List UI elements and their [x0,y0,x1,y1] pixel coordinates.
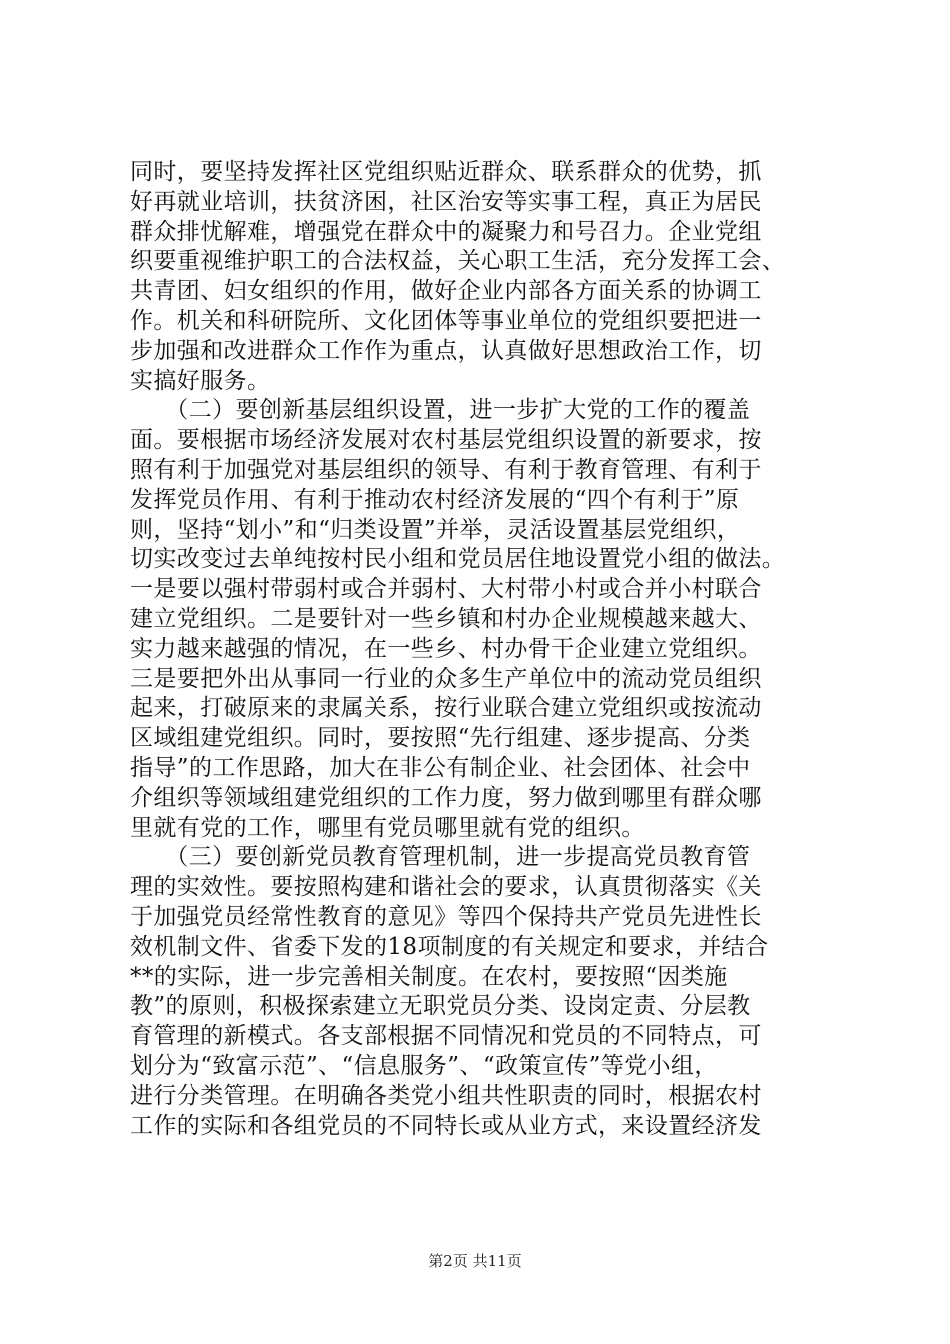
text-line: 理的实效性。要按照构建和谐社会的要求，认真贯彻落实《关 [130,874,762,901]
text-line: 织要重视维护职工的合法权益，关心职工生活，充分发挥工会、 [130,248,786,275]
text-line: 好再就业培训，扶贫济困，社区治安等实事工程，真正为居民 [130,188,762,215]
text-line: 育管理的新模式。各支部根据不同情况和党员的不同特点，可 [130,1023,762,1050]
text-line: 面。要根据市场经济发展对农村基层党组织设置的新要求，按 [130,427,762,454]
text-line: 同时，要坚持发挥社区党组织贴近群众、联系群众的优势，抓 [130,159,762,185]
text-line: 效机制文件、省委下发的18项制度的有关规定和要求，并结合 [130,933,769,960]
text-line: （三）要创新党员教育管理机制，进一步提高党员教育管 [130,844,751,871]
text-line: 工作的实际和各组党员的不同特长或从业方式，来设置经济发 [130,1112,762,1139]
text-line: 起来，打破原来的隶属关系，按行业联合建立党组织或按流动 [130,695,762,722]
text-line: 三是要把外出从事同一行业的众多生产单位中的流动党员组织 [130,665,762,692]
text-line: 实搞好服务。 [130,367,271,394]
text-line: 里就有党的工作，哪里有党员哪里就有党的组织。 [130,814,645,841]
text-line: 则，坚持“划小”和“归类设置”并举，灵活设置基层党组织， [130,516,741,543]
text-line: 实力越来越强的情况，在一些乡、村办骨干企业建立党组织。 [130,635,762,662]
text-line: 于加强党员经常性教育的意见》等四个保持共产党员先进性长 [130,903,762,930]
text-line: 步加强和改进群众工作作为重点，认真做好思想政治工作，切 [130,337,762,364]
text-line: **的实际，进一步完善相关制度。在农村，要按照“因类施 [130,963,728,990]
text-line: 指导”的工作思路，加大在非公有制企业、社会团体、社会中 [130,754,751,781]
text-line: 建立党组织。二是要针对一些乡镇和村办企业规模越来越大、 [130,605,762,632]
text-line: 作。机关和科研院所、文化团体等事业单位的党组织要把进一 [130,307,762,334]
text-line: 教”的原则，积极探索建立无职党员分类、设岗定责、分层教 [130,993,751,1020]
text-line: 发挥党员作用、有利于推动农村经济发展的“四个有利于”原 [130,486,740,513]
text-line: 进行分类管理。在明确各类党小组共性职责的同时，根据农村 [130,1082,762,1109]
text-line: 共青团、妇女组织的作用，做好企业内部各方面关系的协调工 [130,278,762,305]
text-line: （二）要创新基层组织设置，进一步扩大党的工作的覆盖 [130,397,751,424]
text-line: 照有利于加强党对基层组织的领导、有利于教育管理、有利于 [130,456,762,483]
text-line: 划分为“致富示范”、“信息服务”、“政策宣传”等党小组， [130,1052,718,1079]
text-line: 区域组建党组织。同时，要按照“先行组建、逐步提高、分类 [130,725,751,752]
text-line: 群众排忧解难，增强党在群众中的凝聚力和号召力。企业党组 [130,218,762,245]
document-body [130,158,830,1141]
text-line: 介组织等领域组建党组织的工作力度，努力做到哪里有群众哪 [130,784,762,811]
text-line: 一是要以强村带弱村或合并弱村、大村带小村或合并小村联合 [130,576,762,603]
text-line: 切实改变过去单纯按村民小组和党员居住地设置党小组的做法。 [130,546,786,573]
page-number-footer: 第2页 共11页 [428,1252,522,1270]
